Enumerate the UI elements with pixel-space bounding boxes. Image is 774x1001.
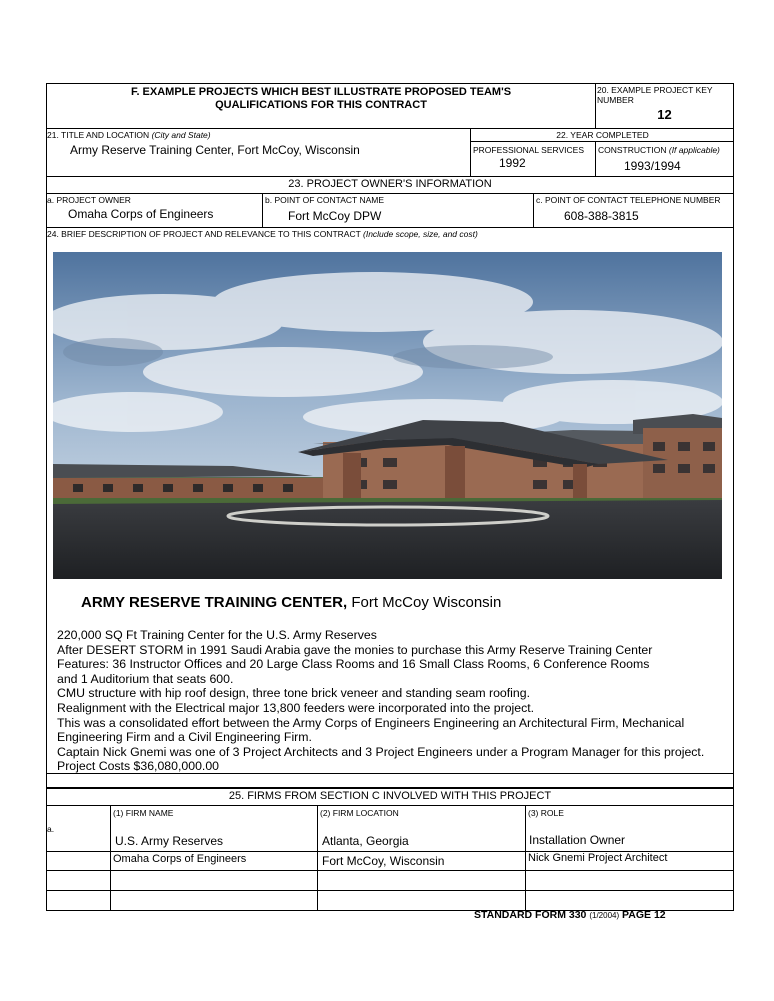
firm-row-2-role: Nick Gnemi Project Architect	[528, 852, 668, 864]
construction-year: 1993/1994	[624, 159, 681, 173]
construction-label: CONSTRUCTION (If applicable)	[598, 145, 720, 155]
description-line: Captain Nick Gnemi was one of 3 Project Architects and 3 Project Engineers under a Program Manager for this project.	[57, 744, 705, 759]
firm-row-1-role: Installation Owner	[529, 833, 626, 847]
firms-header: 25. FIRMS FROM SECTION C INVOLVED WITH THIS PROJECT	[228, 790, 552, 802]
title-location-label: 21. TITLE AND LOCATION (City and State)	[47, 130, 211, 140]
role-column-label: (3) ROLE	[528, 808, 564, 818]
firm-row-1-name: U.S. Army Reserves	[115, 834, 224, 848]
professional-services-label: PROFESSIONAL SERVICES	[473, 145, 585, 155]
description-line: 220,000 SQ Ft Training Center for the U.S. Army Reserves	[57, 628, 377, 642]
point-of-contact-value: Fort McCoy DPW	[288, 209, 382, 223]
description-line: Features: 36 Instructor Offices and 20 Large Class Rooms and 16 Small Class Rooms, 6 Conference Rooms	[57, 657, 650, 672]
professional-services-year: 1992	[499, 156, 526, 170]
section-f-title: F. EXAMPLE PROJECTS WHICH BEST ILLUSTRATE PROPOSED TEAM'S QUALIFICATIONS FOR THIS CONTRACT	[130, 86, 512, 111]
description-label: 24. BRIEF DESCRIPTION OF PROJECT AND RELEVANCE TO THIS CONTRACT (Include scope, size, and cost)	[47, 229, 478, 239]
point-of-contact-label: b. POINT OF CONTACT NAME	[265, 195, 385, 205]
description-line: Engineering Firm and a Civil Engineering Firm.	[57, 730, 312, 745]
title-location-value: Army Reserve Training Center, Fort McCoy, Wisconsin	[70, 143, 360, 157]
sf330-form-page	[46, 83, 734, 911]
row-a-marker: a.	[47, 824, 55, 834]
contact-phone-label: c. POINT OF CONTACT TELEPHONE NUMBER	[536, 195, 721, 205]
firm-row-2-location: Fort McCoy, Wisconsin	[322, 854, 445, 868]
description-line: CMU structure with hip roof design, three tone brick veneer and standing seam roofing.	[57, 686, 530, 701]
description-line: Project Costs $36,080,000.00	[57, 759, 220, 774]
description-line: After DESERT STORM in 1991 Saudi Arabia gave the monies to purchase this Army Reserve Training Center	[57, 642, 653, 657]
firm-name-column-label: (1) FIRM NAME	[113, 808, 174, 818]
project-key-label: 20. EXAMPLE PROJECT KEY NUMBER	[597, 85, 713, 105]
training-center-building-photo	[53, 252, 722, 579]
form-footer: STANDARD FORM 330 (1/2004) PAGE 12	[474, 909, 666, 921]
description-line: This was a consolidated effort between the Army Corps of Engineers Engineering an Architectural Firm, Mechanical	[57, 715, 685, 730]
description-line: Realignment with the Electrical major 13,800 feeders were incorporated into the project.	[57, 700, 535, 715]
firm-location-column-label: (2) FIRM LOCATION	[320, 808, 399, 818]
project-description	[57, 628, 727, 774]
project-key-number: 12	[657, 107, 672, 122]
firm-row-1-location: Atlanta, Georgia	[322, 834, 409, 848]
project-owner-label: a. PROJECT OWNER	[47, 195, 131, 205]
owner-info-header: 23. PROJECT OWNER'S INFORMATION	[288, 178, 492, 190]
project-owner-value: Omaha Corps of Engineers	[68, 207, 214, 221]
firm-row-2-name: Omaha Corps of Engineers	[113, 853, 247, 865]
project-heading: ARMY RESERVE TRAINING CENTER, Fort McCoy Wisconsin	[81, 594, 502, 611]
description-line: and 1 Auditorium that seats 600.	[57, 671, 234, 686]
year-completed-label: 22. YEAR COMPLETED	[556, 130, 649, 140]
project-photo	[53, 252, 722, 579]
contact-phone-value: 608-388-3815	[564, 209, 639, 223]
